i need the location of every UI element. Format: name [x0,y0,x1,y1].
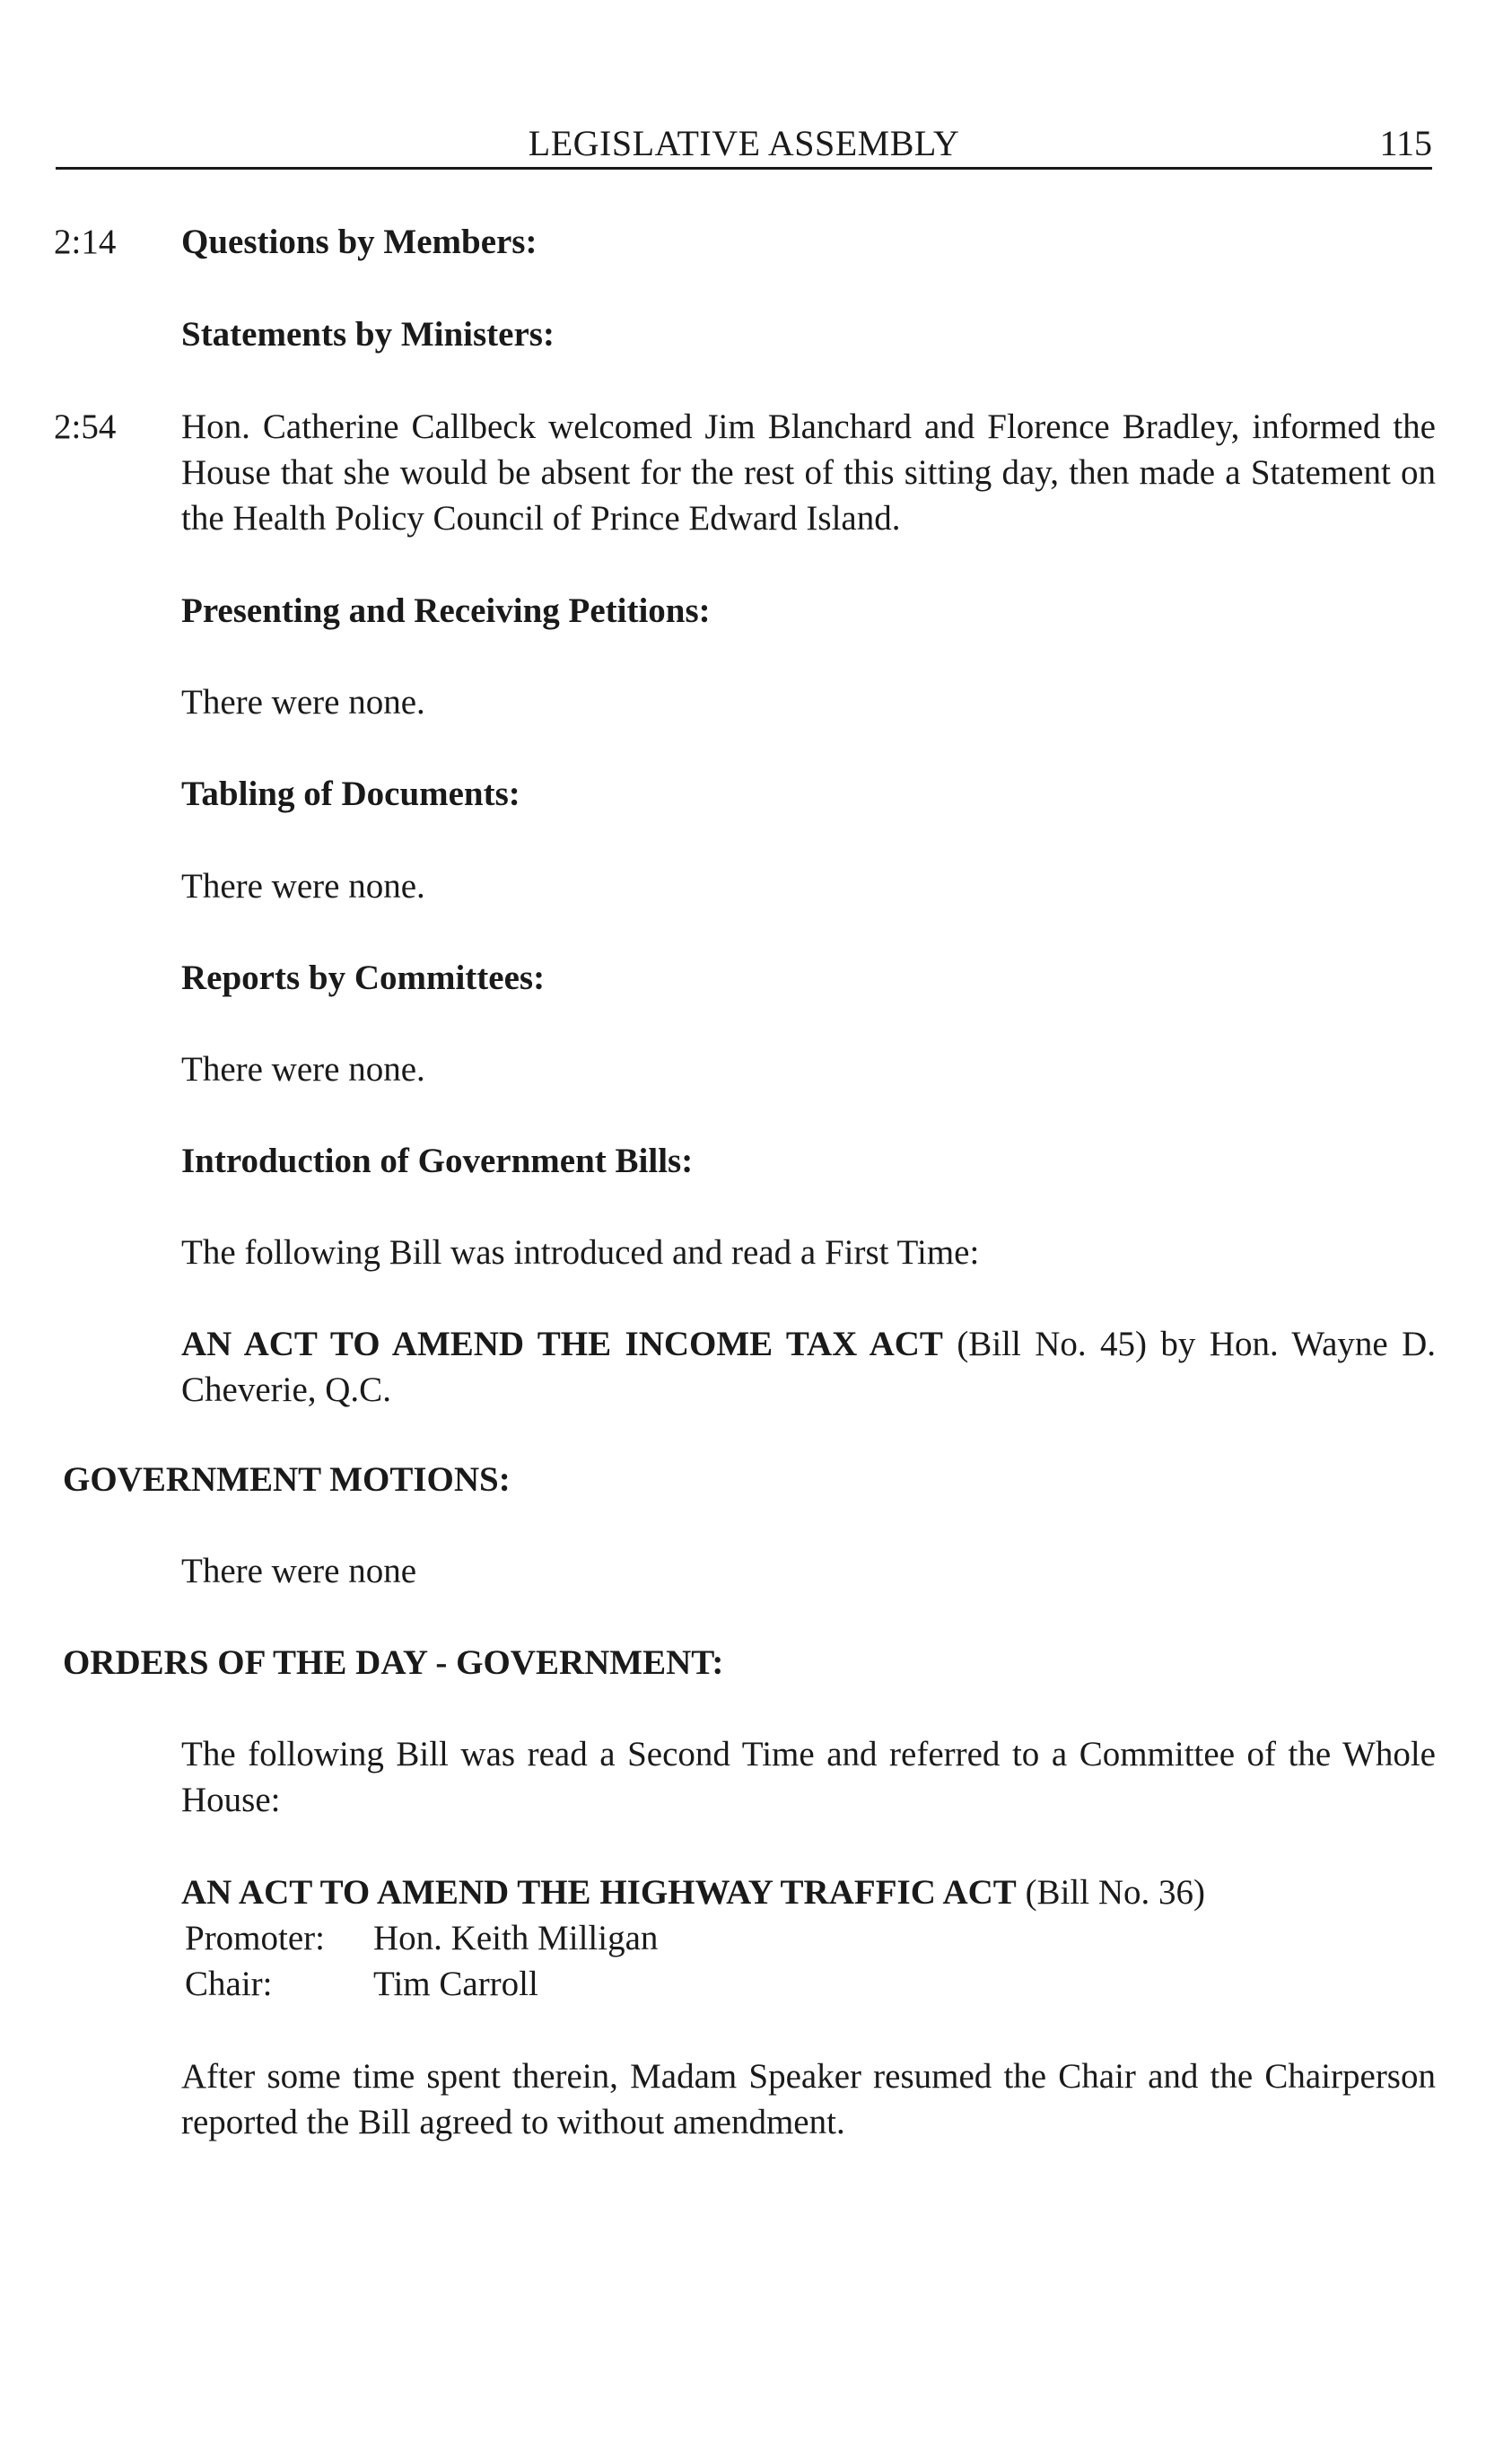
bill-45-entry [181,1321,1436,1413]
chair-value: Tim Carroll [373,1965,538,2003]
tabling-text: There were none. [181,867,425,906]
orders-text: The following Bill was read a Second Time and referred to a Committee of the Whole House: [181,1735,1436,1819]
bill-36-details: (Bill No. 36) [1016,1873,1205,1912]
reports-text: There were none. [181,1050,425,1089]
bill-45-title: AN ACT TO AMEND THE INCOME TAX ACT [181,1325,943,1363]
bill-45-details: (Bill No. 45) by Hon. Wayne D. Cheverie, Q.C. [181,1325,1437,1409]
intro-bills-text: The following Bill was introduced and read a First Time: [181,1233,980,1272]
timestamp-2: 2:54 [54,407,117,446]
orders-of-the-day-heading: ORDERS OF THE DAY - GOVERNMENT: [63,1643,724,1682]
intro-bills-heading: Introduction of Government Bills: [181,1142,694,1180]
bill-36-title: AN ACT TO AMEND THE HIGHWAY TRAFFIC ACT [181,1873,1017,1912]
promoter-value: Hon. Keith Milligan [373,1919,659,1957]
tabling-heading: Tabling of Documents: [181,775,520,813]
promoter-label: Promoter: [185,1919,325,1957]
reports-heading: Reports by Committees: [181,959,546,997]
petitions-text: There were none. [181,683,425,722]
government-motions-text: There were none [181,1552,417,1590]
chair-label: Chair: [185,1965,273,2003]
petitions-heading: Presenting and Receiving Petitions: [181,591,711,630]
bill-36-entry [181,1869,1436,1915]
closing-paragraph: After some time spent therein, Madam Speaker resumed the Chair and the Chairperson reported the Bill agreed to without amendment. [181,2057,1436,2141]
header-title: LEGISLATIVE ASSEMBLY [528,123,960,163]
page-number: 115 [1379,123,1432,163]
government-motions-heading: GOVERNMENT MOTIONS: [63,1460,511,1499]
timestamp-1: 2:14 [54,223,117,261]
statements-heading: Statements by Ministers: [181,315,555,354]
chair-row [185,1961,538,2007]
questions-heading: Questions by Members: [181,223,538,261]
promoter-row [185,1915,658,1961]
page-header [56,120,1432,170]
statement-paragraph: Hon. Catherine Callbeck welcomed Jim Blanchard and Florence Bradley, informed the House that she would be absent for the rest of this sitting day, then made a Statement on the Health Policy Council of Prince Edward Island. [181,407,1436,538]
